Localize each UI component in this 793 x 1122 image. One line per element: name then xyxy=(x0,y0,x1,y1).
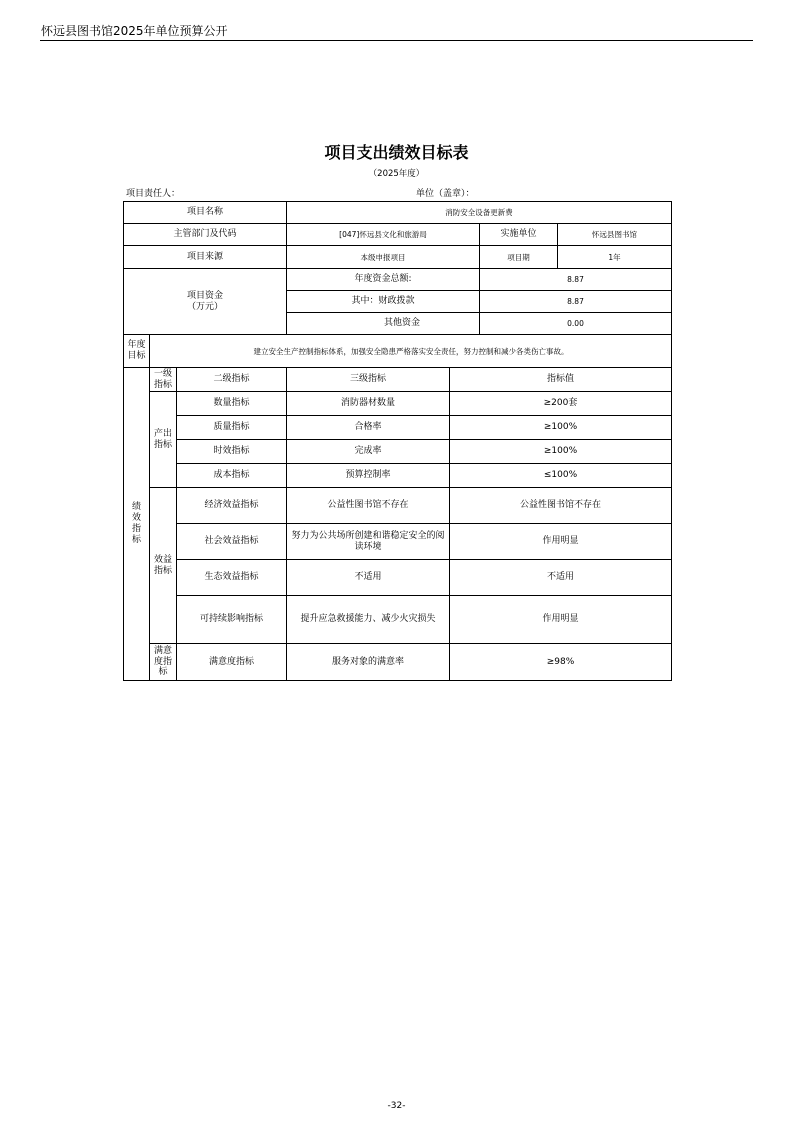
benefit-indicators-label xyxy=(150,488,177,644)
value-cell: ≥98% xyxy=(450,644,672,681)
impl-unit-label: 实施单位 xyxy=(480,224,558,246)
level3-cell: 消防器材数量 xyxy=(287,392,450,416)
output-label-line1: 产出 xyxy=(153,428,172,439)
funds-fiscal-value: 8.87 xyxy=(480,291,672,313)
source-value: 本级申报项目 xyxy=(287,246,480,269)
satisfaction-label-line3: 标 xyxy=(158,667,168,678)
value-header: 指标值 xyxy=(450,368,672,392)
dept-label: 主管部门及代码 xyxy=(124,224,287,246)
annual-goal-text: 建立安全生产控制指标体系，加强安全隐患严格落实安全责任，努力控制和减少各类伤亡事故。 xyxy=(150,335,672,368)
table-row xyxy=(124,596,672,644)
source-label: 项目来源 xyxy=(124,246,287,269)
value-cell: ≥200套 xyxy=(450,392,672,416)
perf-label-char: 效 xyxy=(131,513,141,524)
table-row xyxy=(124,202,672,224)
value-cell: ≤100% xyxy=(450,464,672,488)
project-name-label: 项目名称 xyxy=(124,202,287,224)
header-rule xyxy=(40,40,753,41)
performance-indicators-label xyxy=(124,368,150,681)
table-row xyxy=(124,464,672,488)
benefit-label-line1: 效益 xyxy=(153,554,172,565)
funds-label-line2: （万元） xyxy=(187,301,224,312)
level3-header: 三级指标 xyxy=(287,368,450,392)
impl-unit-value: 怀远县图书馆 xyxy=(558,224,672,246)
perf-label-char: 指 xyxy=(131,524,141,534)
annual-goal-label xyxy=(124,335,150,368)
funds-fiscal-label: 其中：财政拨款 xyxy=(287,291,480,313)
level1-header xyxy=(150,368,177,392)
level3-cell: 预算控制率 xyxy=(287,464,450,488)
value-cell: 不适用 xyxy=(450,560,672,596)
perf-label-char: 绩 xyxy=(131,502,141,513)
satisfaction-label-line2: 度指 xyxy=(153,656,172,667)
table-header-row xyxy=(124,368,672,392)
level3-cell: 服务对象的满意率 xyxy=(287,644,450,681)
funds-label-line1: 项目资金 xyxy=(187,290,224,301)
satisfaction-label-line1: 满意 xyxy=(153,645,172,656)
value-cell: 公益性图书馆不存在 xyxy=(450,488,672,524)
level2-cell: 数量指标 xyxy=(177,392,287,416)
level3-cell: 努力为公共场所创建和谐稳定安全的阅读环境 xyxy=(287,524,450,560)
annual-goal-label-line1: 年度 xyxy=(127,340,146,351)
level2-cell: 满意度指标 xyxy=(177,644,287,681)
table-row xyxy=(124,488,672,524)
level2-header: 二级指标 xyxy=(177,368,287,392)
annual-goal-label-line2: 目标 xyxy=(127,351,146,361)
level2-cell: 可持续影响指标 xyxy=(177,596,287,644)
funds-label xyxy=(124,269,287,335)
level2-cell: 时效指标 xyxy=(177,440,287,464)
level2-cell: 经济效益指标 xyxy=(177,488,287,524)
level1-header-line2: 指标 xyxy=(153,379,172,390)
table-row xyxy=(124,224,672,246)
value-cell: ≥100% xyxy=(450,440,672,464)
output-indicators-label xyxy=(150,392,177,488)
level3-cell: 公益性图书馆不存在 xyxy=(287,488,450,524)
funds-total-value: 8.87 xyxy=(480,269,672,291)
perf-label-char: 标 xyxy=(131,534,141,545)
period-value: 1年 xyxy=(558,246,672,269)
page-title: 项目支出绩效目标表 xyxy=(324,143,469,162)
project-name-value: 消防安全设备更新费 xyxy=(287,202,672,224)
period-label: 项目期 xyxy=(480,246,558,269)
satisfaction-indicators-label xyxy=(150,644,177,681)
level3-cell: 提升应急救援能力、减少火灾损失 xyxy=(287,596,450,644)
level3-cell: 完成率 xyxy=(287,440,450,464)
table-row xyxy=(124,524,672,560)
table-row xyxy=(124,392,672,416)
table-row xyxy=(124,440,672,464)
funds-other-label: 其他资金 xyxy=(287,313,480,335)
output-label-line2: 指标 xyxy=(153,439,172,450)
funds-total-label: 年度资金总额: xyxy=(287,269,480,291)
benefit-label-line2: 指标 xyxy=(153,565,172,576)
page-number: -32- xyxy=(387,1101,406,1111)
level3-cell: 不适用 xyxy=(287,560,450,596)
value-cell: 作用明显 xyxy=(450,524,672,560)
value-cell: ≥100% xyxy=(450,416,672,440)
fiscal-year: （2025年度） xyxy=(368,169,425,179)
table-row xyxy=(124,335,672,368)
funds-other-value: 0.00 xyxy=(480,313,672,335)
value-cell: 作用明显 xyxy=(450,596,672,644)
level2-cell: 成本指标 xyxy=(177,464,287,488)
level2-cell: 社会效益指标 xyxy=(177,524,287,560)
performance-table xyxy=(123,201,672,681)
table-row xyxy=(124,416,672,440)
table-row xyxy=(124,560,672,596)
level1-header-line1: 一级 xyxy=(153,368,172,379)
table-row xyxy=(124,246,672,269)
responsible-person-label: 项目责任人： xyxy=(126,189,181,199)
level3-cell: 合格率 xyxy=(287,416,450,440)
level2-cell: 质量指标 xyxy=(177,416,287,440)
level2-cell: 生态效益指标 xyxy=(177,560,287,596)
dept-value: [047]怀远县文化和旅游局 xyxy=(287,224,480,246)
table-row xyxy=(124,644,672,681)
document-header: 怀远县图书馆2025年单位预算公开 xyxy=(41,24,228,38)
table-row xyxy=(124,269,672,291)
unit-seal-label: 单位（盖章）： xyxy=(416,189,475,199)
